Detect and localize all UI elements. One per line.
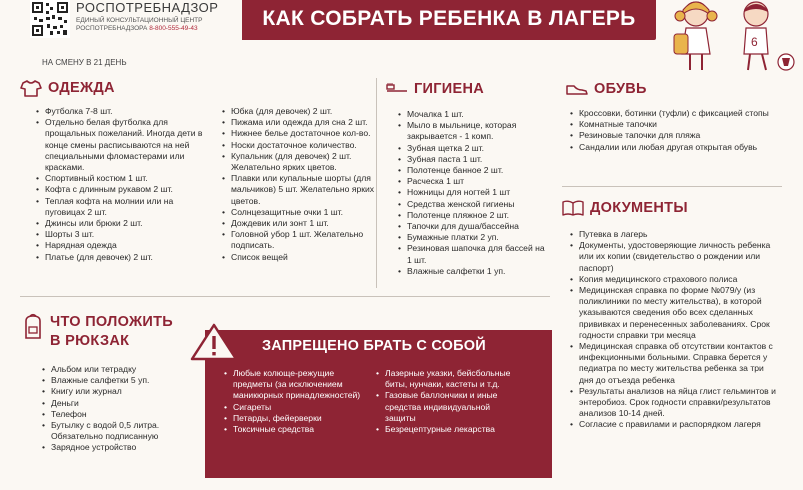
tshirt-icon — [20, 79, 42, 97]
list-item: • Пижама или одежда для сна 2 шт. — [222, 117, 382, 128]
qr-code-icon — [30, 0, 70, 38]
warning-icon — [189, 322, 239, 362]
list-item: • Зарядное устройство — [42, 442, 192, 453]
list-item: • Мыло в мыльнице, которая закрывается - 1 комп. — [398, 120, 548, 142]
shift-duration: НА СМЕНУ В 21 ДЕНЬ — [42, 58, 127, 67]
shoes-title: ОБУВЬ — [594, 81, 647, 97]
list-item: • Влажные салфетки 5 уп. — [42, 375, 192, 386]
shoes-header — [566, 80, 647, 98]
list-item: • Газовые баллончики и иные средства индивидуальной защиты — [376, 390, 516, 424]
list-item: • Зубная щетка 2 шт. — [398, 143, 548, 154]
list-item: • Плавки или купальные шорты (для мальчиков) 5 шт. Желательно ярких цветов. — [222, 173, 382, 207]
list-item: • Полотенце пляжное 2 шт. — [398, 210, 548, 221]
documents-list — [570, 229, 778, 431]
svg-text:6: 6 — [751, 35, 758, 49]
list-item: • Зубная паста 1 шт. — [398, 154, 548, 165]
list-item: • Средства женской гигиены — [398, 199, 548, 210]
list-item: • Спортивный костюм 1 шт. — [36, 173, 206, 184]
list-item: • Список вещей — [222, 252, 382, 263]
backpack-icon — [22, 313, 44, 341]
divider — [376, 78, 377, 288]
org-subtitle — [76, 17, 226, 33]
org-name: РОСПОТРЕБНАДЗОР — [76, 0, 219, 15]
list-item: • Книгу или журнал — [42, 386, 192, 397]
list-item: • Бумажные платки 2 уп. — [398, 232, 548, 243]
backpack-list — [42, 364, 192, 454]
list-item: • Отдельно белая футболка для прощальных пожеланий. Иногда дети в конце смены расписываются на ней специальными фломастерами или красками. — [36, 117, 206, 173]
page-title: КАК СОБРАТЬ РЕБЕНКА В ЛАГЕРЬ — [262, 7, 636, 30]
list-item: • Кроссовки, ботинки (туфли) с фиксацией стопы — [570, 108, 775, 119]
divider — [562, 186, 782, 187]
clothes-header — [20, 79, 115, 97]
list-item: • Нарядная одежда — [36, 240, 206, 251]
documents-title: ДОКУМЕНТЫ — [590, 200, 688, 216]
documents-header — [562, 199, 688, 217]
list-item: • Токсичные средства — [224, 424, 364, 435]
list-item: • Безрецептурные лекарства — [376, 424, 516, 435]
title-banner — [242, 0, 656, 40]
list-item: • Петарды, фейерверки — [224, 413, 364, 424]
list-item: • Любые колюще-режущие предметы (за исключением маникюрных принадлежностей) — [224, 368, 364, 402]
list-item: • Мочалка 1 шт. — [398, 109, 548, 120]
shoes-list — [570, 108, 775, 153]
book-icon — [562, 199, 584, 217]
list-item: • Полотенце банное 2 шт. — [398, 165, 548, 176]
list-item: • Джинсы или брюки 2 шт. — [36, 218, 206, 229]
list-item: • Путевка в лагерь — [570, 229, 778, 240]
list-item: • Солнцезащитные очки 1 шт. — [222, 207, 382, 218]
list-item: • Головной убор 1 шт. Желательно подписать. — [222, 229, 382, 251]
list-item: • Купальник (для девочек) 2 шт. Желательно ярких цветов. — [222, 151, 382, 173]
toothbrush-icon — [386, 80, 408, 98]
list-item: • Бутылку с водой 0,5 литра. Обязательно подписанную — [42, 420, 192, 442]
list-item: • Носки достаточное количество. — [222, 140, 382, 151]
backpack-title-line1: ЧТО ПОЛОЖИТЬ — [50, 314, 173, 330]
list-item: • Резиновые тапочки для пляжа — [570, 130, 775, 141]
list-item: • Шорты 3 шт. — [36, 229, 206, 240]
hygiene-title: ГИГИЕНА — [414, 81, 484, 97]
list-item: • Комнатные тапочки — [570, 119, 775, 130]
backpack-title-line2: В РЮКЗАК — [50, 333, 130, 349]
forbidden-title: ЗАПРЕЩЕНО БРАТЬ С СОБОЙ — [262, 338, 486, 354]
kids-illustration-icon — [664, 0, 803, 74]
list-item: • Нижнее белье достаточное кол-во. — [222, 128, 382, 139]
list-item: • Дождевик или зонт 1 шт. — [222, 218, 382, 229]
list-item: • Ножницы для ногтей 1 шт — [398, 187, 548, 198]
list-item: • Платье (для девочек) 2 шт. — [36, 252, 206, 263]
forbidden-list-2 — [376, 368, 516, 435]
list-item: • Кофта с длинным рукавом 2 шт. — [36, 184, 206, 195]
hygiene-header — [386, 80, 484, 98]
shoe-icon — [566, 80, 588, 98]
list-item: • Резиновая шапочка для бассей на 1 шт. — [398, 243, 548, 265]
list-item: • Тапочки для душа/бассейна — [398, 221, 548, 232]
list-item: • Влажные салфетки 1 уп. — [398, 266, 548, 277]
list-item: • Медицинская справка об отсутствии контактов с инфекционными больными. Справка берется у педиатра по месту жительства ребенка за три дня до отъезда ребенка — [570, 341, 778, 386]
list-item: • Лазерные указки, бейсбольные биты, нунчаки, кастеты и т.д. — [376, 368, 516, 390]
list-item: • Расческа 1 шт — [398, 176, 548, 187]
org-phone: 8-800-555-49-43 — [149, 25, 198, 32]
forbidden-list-1 — [224, 368, 364, 435]
clothes-list-2 — [222, 106, 382, 263]
list-item: • Теплая кофта на молнии или на пуговицах 2 шт. — [36, 196, 206, 218]
list-item: • Результаты анализов на яйца глист гельминтов и энтеробиоз. Срок годности справки/результатов анализов 10-14 дней. — [570, 386, 778, 420]
list-item: • Согласие с правилами и распорядком лагеря — [570, 419, 778, 430]
clothes-title: ОДЕЖДА — [48, 80, 115, 96]
backpack-title — [50, 313, 173, 351]
list-item: • Футболка 7-8 шт. — [36, 106, 206, 117]
list-item: • Телефон — [42, 409, 192, 420]
list-item: • Юбка (для девочек) 2 шт. — [222, 106, 382, 117]
divider — [20, 296, 550, 297]
hygiene-list — [398, 109, 548, 277]
backpack-header — [22, 313, 173, 351]
list-item: • Медицинская справка по форме №079/у (из поликлиники по месту жительства), в которой указываются сведения обо всех сделанных прививках и перенесенных заболеваниях. Срок годности справки три месяца — [570, 285, 778, 341]
list-item: • Документы, удостоверяющие личность ребенка или их копии (свидетельство о рождении или паспорт) — [570, 240, 778, 274]
list-item: • Деньги — [42, 398, 192, 409]
list-item: • Сандалии или любая другая открытая обувь — [570, 142, 775, 153]
list-item: • Сигареты — [224, 402, 364, 413]
clothes-list-1 — [36, 106, 206, 263]
org-sub-text: ЕДИНЫЙ КОНСУЛЬТАЦИОННЫЙ ЦЕНТР РОСПОТРЕБНАДЗОРА — [76, 17, 203, 32]
list-item: • Альбом или тетрадку — [42, 364, 192, 375]
list-item: • Копия медицинского страхового полиса — [570, 274, 778, 285]
